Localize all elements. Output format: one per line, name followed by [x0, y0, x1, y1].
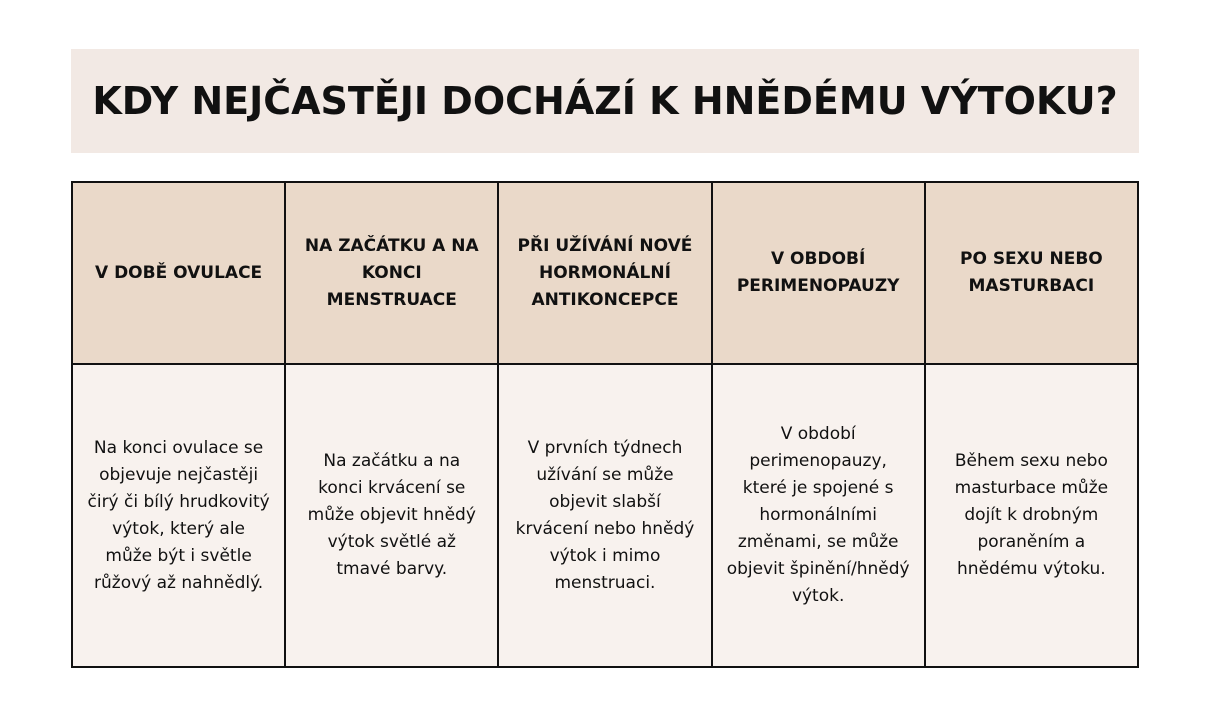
- body-cell-menstruation: Na začátku a na konci krvácení se může objevit hnědý výtok světlé až tmavé barvy.: [285, 364, 498, 667]
- title-banner: [71, 49, 1139, 153]
- page-title: KDY NEJČASTĚJI DOCHÁZÍ K HNĚDÉMU VÝTOKU?: [92, 79, 1118, 123]
- body-cell-sex: Během sexu nebo masturbace může dojít k drobným poraněním a hnědému výtoku.: [925, 364, 1138, 667]
- header-cell-ovulation: V DOBĚ OVULACE: [72, 182, 285, 364]
- header-cell-sex: PO SEXU NEBO MASTURBACI: [925, 182, 1138, 364]
- header-row: [72, 182, 1138, 364]
- header-cell-contraception: PŘI UŽÍVÁNÍ NOVÉ HORMONÁLNÍ ANTIKONCEPCE: [498, 182, 711, 364]
- header-cell-perimenopause: V OBDOBÍ PERIMENOPAUZY: [712, 182, 925, 364]
- body-cell-perimenopause: V období perimenopauzy, které je spojené s hormonálními změnami, se může objevit špinění/hnědý výtok.: [712, 364, 925, 667]
- header-cell-menstruation: NA ZAČÁTKU A NA KONCI MENSTRUACE: [285, 182, 498, 364]
- table-row: [72, 364, 1138, 667]
- body-cell-ovulation: Na konci ovulace se objevuje nejčastěji čirý či bílý hrudkovitý výtok, který ale může být i světle růžový až nahnědlý.: [72, 364, 285, 667]
- info-table: [71, 181, 1139, 668]
- body-cell-contraception: V prvních týdnech užívání se může objevit slabší krvácení nebo hnědý výtok i mimo menstruaci.: [498, 364, 711, 667]
